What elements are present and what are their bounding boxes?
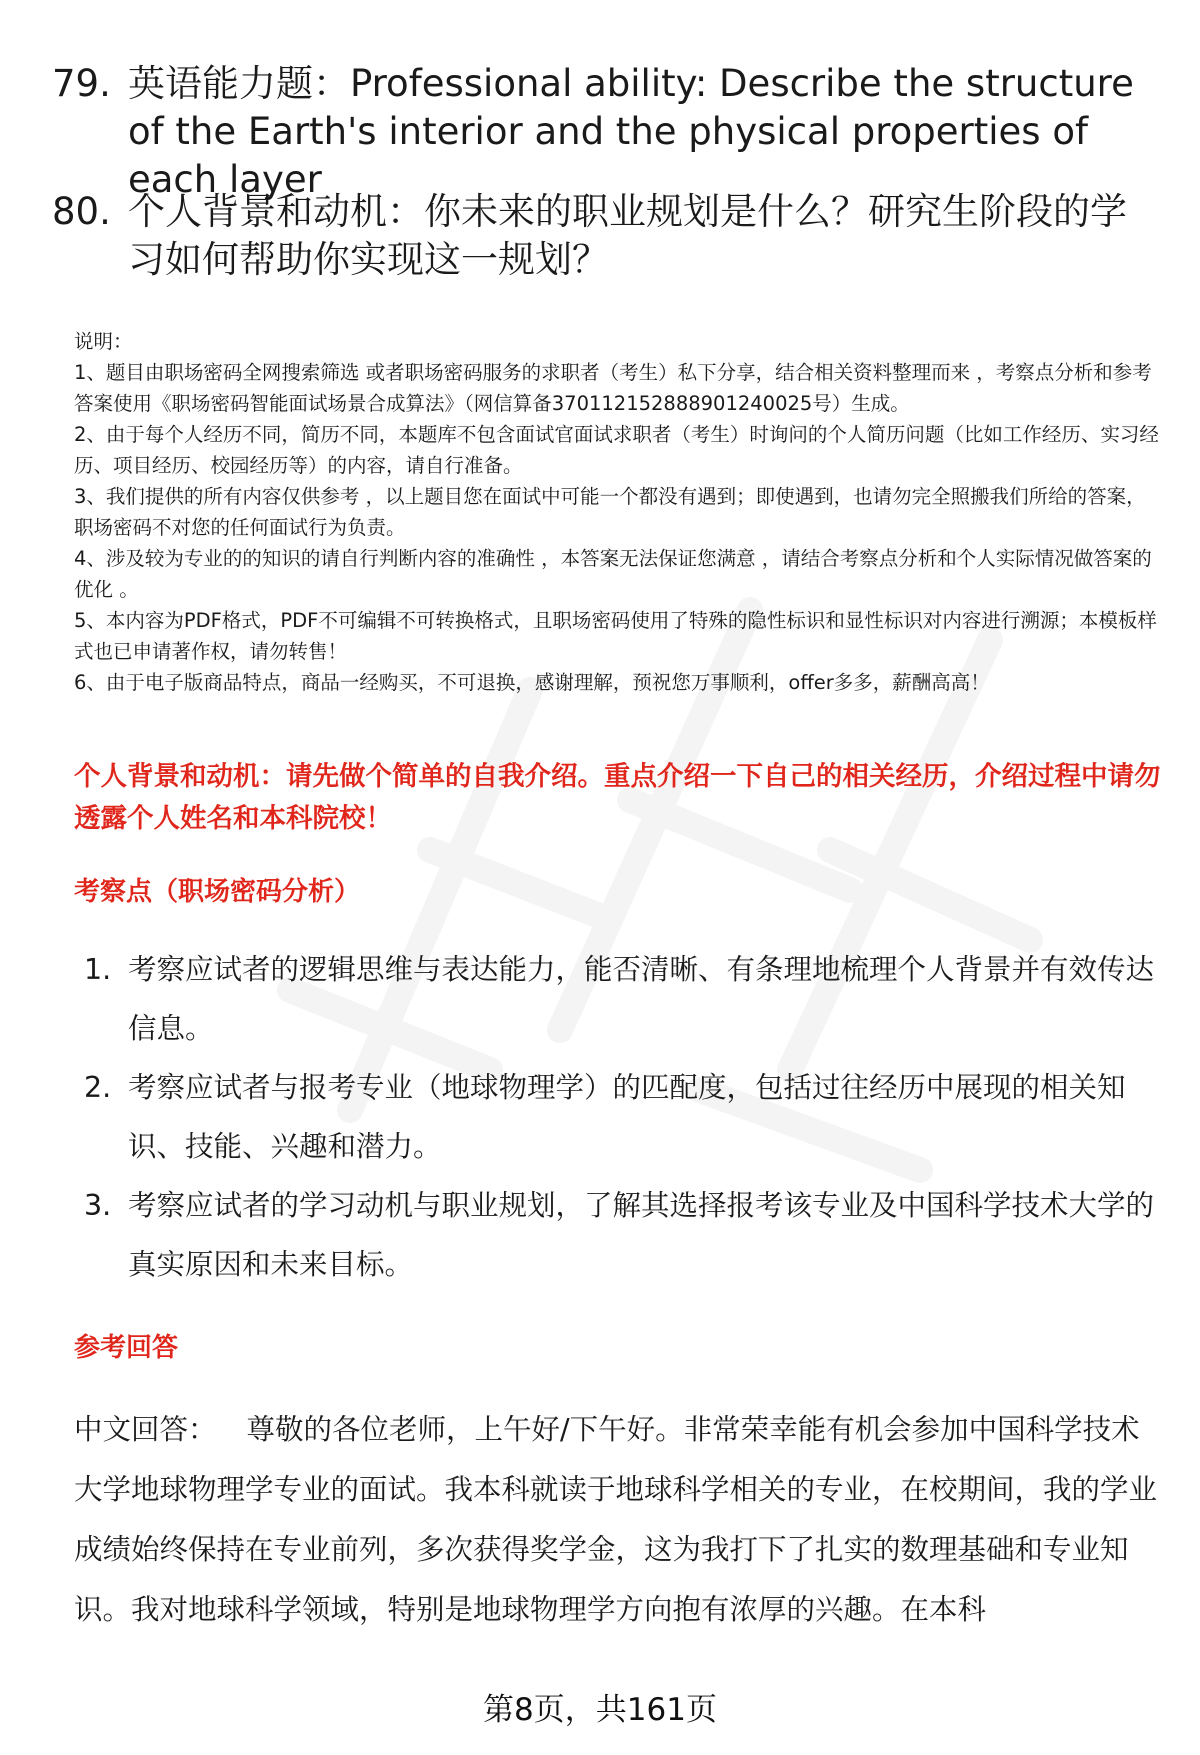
analysis-heading: 考察点（职场密码分析） bbox=[74, 877, 361, 907]
note-item: 3、我们提供的所有内容仅供参考 ，以上题目您在面试中可能一个都没有遇到；即使遇到，也请勿完全照搬我们所给的答案，职场密码不对您的任何面试行为负责。 bbox=[74, 485, 1146, 539]
question-text: 英语能力题：Professional ability: Describe the structure of the Earth's interior and the physical properties of each layer bbox=[128, 62, 1134, 201]
note-item: 6、由于电子版商品特点，商品一经购买，不可退换，感谢理解，预祝您万事顺利，offer多多，薪酬高高！ bbox=[74, 671, 990, 694]
list-item-text: 考察应试者的逻辑思维与表达能力，能否清晰、有条理地梳理个人背景并有效传达信息。 bbox=[128, 953, 1155, 1045]
reference-heading: 参考回答 bbox=[74, 1333, 179, 1363]
notes-heading: 说明： bbox=[74, 330, 133, 353]
note-item: 1、题目由职场密码全网搜索筛选 或者职场密码服务的求职者（考生）私下分享，结合相关资料整理而来 ，考察点分析和参考答案使用《职场密码智能面试场景合成算法》（网信算备370112152888901240025号）生成。 bbox=[74, 361, 1152, 415]
page-number: 第8页，共161页 bbox=[483, 1692, 717, 1728]
analysis-list bbox=[84, 940, 1164, 1294]
list-item bbox=[84, 940, 1164, 1058]
note-item: 2、由于每个人经历不同，简历不同，本题库不包含面试官面试求职者（考生）时询问的个人简历问题（比如工作经历、实习经历、项目经历、校园经历等）的内容，请自行准备。 bbox=[74, 423, 1159, 477]
question-text: 个人背景和动机：你未来的职业规划是什么？研究生阶段的学习如何帮助你实现这一规划？ bbox=[128, 190, 1127, 281]
question-79 bbox=[52, 60, 1162, 204]
note-item: 5、本内容为PDF格式，PDF不可编辑不可转换格式，且职场密码使用了特殊的隐性标识和显性标识对内容进行溯源；本模板样式也已申请著作权，请勿转售！ bbox=[74, 609, 1157, 663]
list-item-number: 2. bbox=[84, 1071, 112, 1104]
answer-label: 中文回答： bbox=[74, 1413, 217, 1446]
current-question-title: 个人背景和动机：请先做个简单的自我介绍。重点介绍一下自己的相关经历，介绍过程中请勿透露个人姓名和本科院校！ bbox=[74, 761, 1161, 834]
disclaimer-notes bbox=[74, 326, 1164, 698]
list-item-number: 1. bbox=[84, 953, 112, 986]
list-item bbox=[84, 1058, 1164, 1176]
reference-answer bbox=[74, 1400, 1164, 1640]
question-number: 80. bbox=[52, 190, 111, 233]
list-item bbox=[84, 1176, 1164, 1294]
question-80 bbox=[52, 188, 1162, 284]
list-item-number: 3. bbox=[84, 1189, 112, 1222]
list-item-text: 考察应试者与报考专业（地球物理学）的匹配度，包括过往经历中展现的相关知识、技能、兴趣和潜力。 bbox=[128, 1071, 1126, 1163]
note-item: 4、涉及较为专业的的知识的请自行判断内容的准确性 ，本答案无法保证您满意 ，请结合考察点分析和个人实际情况做答案的优化 。 bbox=[74, 547, 1152, 601]
question-number: 79. bbox=[52, 62, 111, 105]
list-item-text: 考察应试者的学习动机与职业规划，了解其选择报考该专业及中国科学技术大学的真实原因和未来目标。 bbox=[128, 1189, 1155, 1281]
answer-text: 尊敬的各位老师，上午好/下午好。非常荣幸能有机会参加中国科学技术大学地球物理学专业的面试。我本科就读于地球科学相关的专业，在校期间，我的学业成绩始终保持在专业前列，多次获得奖学金，这为我打下了扎实的数理基础和专业知识。我对地球科学领域，特别是地球物理学方向抱有浓厚的兴趣。在本科 bbox=[74, 1413, 1158, 1626]
